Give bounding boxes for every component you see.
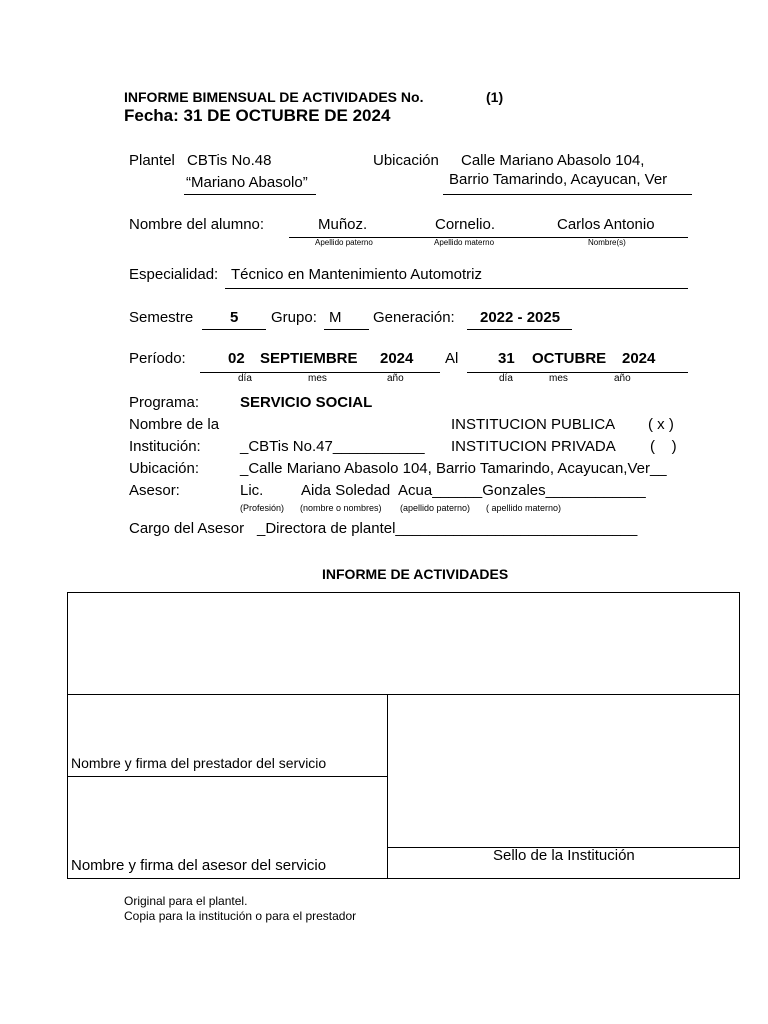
report-title: INFORME BIMENSUAL DE ACTIVIDADES No. xyxy=(124,89,424,105)
periodo-from-day: 02 xyxy=(228,350,245,367)
especialidad-value: Técnico en Mantenimiento Automotriz xyxy=(231,266,482,283)
periodo-to-year: 2024 xyxy=(622,350,656,367)
informe-divider-main xyxy=(67,694,740,695)
institucion-publica-label: INSTITUCION PUBLICA xyxy=(451,416,616,433)
sello-label: Sello de la Institución xyxy=(493,847,635,864)
alumno-nombres: Carlos Antonio xyxy=(557,216,655,233)
ubicacion-line2: Barrio Tamarindo, Acayucan, Ver xyxy=(449,171,668,188)
generacion-label: Generación: xyxy=(373,309,455,326)
especialidad-label: Especialidad: xyxy=(129,266,219,283)
caption-nombres: Nombre(s) xyxy=(588,238,626,247)
footer-original: Original para el plantel. xyxy=(124,894,248,908)
caption-materno: Apellido materno xyxy=(434,238,495,247)
alumno-paterno: Muñoz. xyxy=(318,216,368,233)
ubicacion-underline xyxy=(443,194,692,195)
asesor-profesion: Lic. xyxy=(240,482,264,499)
caption-from-ano: año xyxy=(387,373,404,384)
grupo-value: M xyxy=(329,309,342,326)
generacion-value: 2022 - 2025 xyxy=(480,309,561,326)
plantel-underline xyxy=(184,194,316,195)
firma-prestador-label: Nombre y firma del prestador del servicio xyxy=(71,755,327,771)
informe-divider-left xyxy=(67,776,387,777)
caption-paterno: Apellido paterno xyxy=(315,238,373,247)
caption-apellido-materno: ( apellido materno) xyxy=(486,503,562,513)
programa-ubicacion-label: Ubicación: xyxy=(129,460,200,477)
cargo-asesor-label: Cargo del Asesor xyxy=(129,520,245,537)
caption-profesion: (Profesión) xyxy=(240,503,285,513)
footer-copia: Copia para la institución o para el prestador xyxy=(124,909,357,923)
semestre-value: 5 xyxy=(230,309,239,326)
ubicacion-label: Ubicación xyxy=(373,152,439,169)
informe-title: INFORME DE ACTIVIDADES xyxy=(322,566,509,582)
grupo-underline xyxy=(324,329,369,330)
institucion-privada-mark: ( ) xyxy=(650,438,677,455)
semestre-underline xyxy=(202,329,266,330)
caption-nombre: (nombre o nombres) xyxy=(300,503,382,513)
generacion-underline xyxy=(467,329,572,330)
periodo-to-day: 31 xyxy=(498,350,515,367)
periodo-from-year: 2024 xyxy=(380,350,414,367)
institucion-privada-label: INSTITUCION PRIVADA xyxy=(451,438,616,455)
caption-from-dia: día xyxy=(238,373,252,384)
especialidad-underline xyxy=(225,288,688,289)
asesor-label: Asesor: xyxy=(129,482,180,499)
firma-asesor-label: Nombre y firma del asesor del servicio xyxy=(71,857,327,874)
ubicacion-line1: Calle Mariano Abasolo 104, xyxy=(461,152,645,169)
report-number: (1) xyxy=(486,89,504,105)
caption-from-mes: mes xyxy=(308,373,327,384)
programa-label: Programa: xyxy=(129,394,200,411)
caption-to-dia: día xyxy=(499,373,513,384)
nombre-institucion-label-2: Institución: xyxy=(129,438,201,455)
caption-to-ano: año xyxy=(614,373,631,384)
semestre-label: Semestre xyxy=(129,309,194,326)
plantel-label: Plantel xyxy=(129,152,175,169)
programa-ubicacion-value: _Calle Mariano Abasolo 104, Barrio Tamarindo, Acayucan,Ver__ xyxy=(240,460,667,477)
institucion-publica-mark: ( x ) xyxy=(648,416,674,433)
informe-divider-vertical xyxy=(387,694,388,879)
institucion-value: _CBTis No.47___________ xyxy=(240,438,425,455)
caption-to-mes: mes xyxy=(549,373,568,384)
informe-table xyxy=(67,592,740,879)
programa-value: SERVICIO SOCIAL xyxy=(240,394,373,411)
nombre-institucion-label-1: Nombre de la xyxy=(129,416,220,433)
plantel-line1: CBTis No.48 xyxy=(187,152,272,169)
plantel-line2: “Mariano Abasolo” xyxy=(186,174,308,191)
cargo-asesor-value: _Directora de plantel_____________________________ xyxy=(257,520,638,537)
periodo-al: Al xyxy=(445,350,459,367)
asesor-apellidos: Acua______Gonzales____________ xyxy=(398,482,646,499)
alumno-materno: Cornelio. xyxy=(435,216,496,233)
periodo-from-month: SEPTIEMBRE xyxy=(260,350,358,367)
caption-apellido-paterno: (apellido paterno) xyxy=(400,503,471,513)
periodo-label: Período: xyxy=(129,350,186,367)
report-date: Fecha: 31 DE OCTUBRE DE 2024 xyxy=(124,106,391,125)
grupo-label: Grupo: xyxy=(271,309,317,326)
periodo-to-month: OCTUBRE xyxy=(532,350,607,367)
alumno-label: Nombre del alumno: xyxy=(129,216,265,233)
asesor-nombre: Aida Soledad xyxy=(301,482,391,499)
